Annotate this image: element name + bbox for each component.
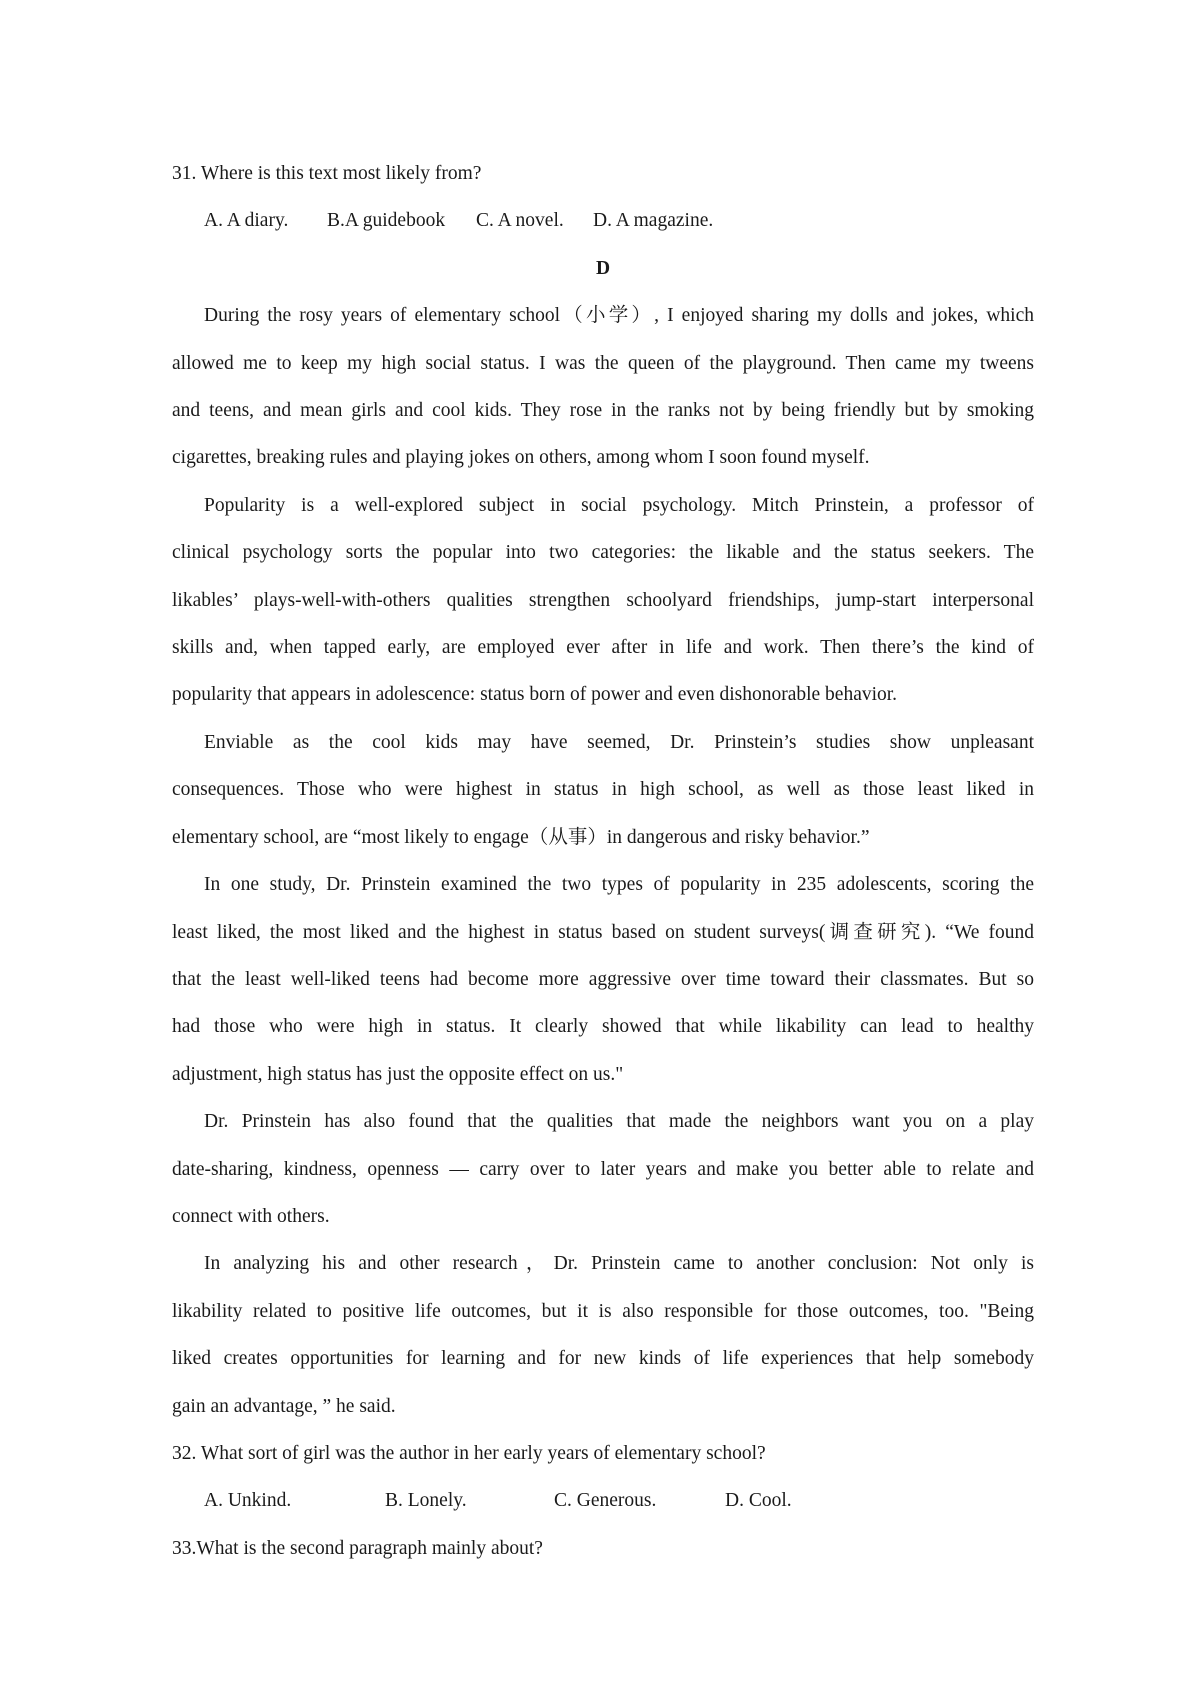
option-a: A. A diary.	[204, 210, 289, 232]
paragraph-line: likables’ plays-well-with-others qualities strengthen schoolyard friendships, jump-start interpersonal	[172, 589, 1034, 611]
paragraph-line: liked creates opportunities for learning and for new kinds of life experiences that help somebody	[172, 1348, 1034, 1370]
paragraph-line: least liked, the most liked and the highest in status based on student surveys(调查研究). “We found	[172, 921, 1034, 943]
paragraph-line: allowed me to keep my high social status. I was the queen of the playground. Then came my tweens	[172, 352, 1034, 374]
paragraph-line: and teens, and mean girls and cool kids. They rose in the ranks not by being friendly but by smoking	[172, 400, 1034, 422]
paragraph-line: In analyzing his and other research，Dr. Prinstein came to another conclusion: Not only is	[204, 1253, 1034, 1275]
question-31: 31. Where is this text most likely from?	[172, 163, 482, 184]
question-32-options	[172, 1477, 1034, 1524]
paragraph-line: cigarettes, breaking rules and playing jokes on others, among whom I soon found myself.	[172, 447, 870, 469]
paragraph-line: that the least well-liked teens had become more aggressive over time toward their classmates. But so	[172, 968, 1034, 990]
paragraph-line: clinical psychology sorts the popular into two categories: the likable and the status seekers. The	[172, 542, 1034, 564]
paragraph-4	[172, 861, 1034, 1098]
option-d: D. Cool.	[725, 1490, 792, 1512]
option-c: C. A novel.	[476, 210, 564, 232]
option-b: B. Lonely.	[385, 1490, 467, 1512]
document-page	[172, 150, 1034, 1572]
paragraph-line: date-sharing, kindness, openness — carry over to later years and make you better able to relate and	[172, 1158, 1034, 1180]
paragraph-1	[172, 292, 1034, 482]
option-a: A. Unkind.	[204, 1490, 292, 1512]
paragraph-line: had those who were high in status. It clearly showed that while likability can lead to healthy	[172, 1016, 1034, 1038]
paragraph-line: skills and, when tapped early, are employed ever after in life and work. Then there’s the kind of	[172, 637, 1034, 659]
paragraph-line: connect with others.	[172, 1205, 330, 1227]
paragraph-3	[172, 719, 1034, 861]
paragraph-6	[172, 1240, 1034, 1430]
question-33: 33.What is the second paragraph mainly about?	[172, 1537, 543, 1559]
option-b: B.A guidebook	[327, 210, 446, 232]
paragraph-2	[172, 482, 1034, 719]
paragraph-line: Popularity is a well-explored subject in social psychology. Mitch Prinstein, a professor of	[204, 494, 1034, 516]
paragraph-line: likability related to positive life outcomes, but it is also responsible for those outcomes, too. "Being	[172, 1300, 1034, 1322]
option-d: D. A magazine.	[593, 210, 714, 232]
question-32: 32. What sort of girl was the author in her early years of elementary school?	[172, 1442, 766, 1464]
paragraph-line: elementary school, are “most likely to engage（从事）in dangerous and risky behavior.”	[172, 826, 870, 848]
question-31-options	[172, 197, 1034, 244]
option-c: C. Generous.	[554, 1490, 657, 1512]
paragraph-line: adjustment, high status has just the opposite effect on us."	[172, 1063, 624, 1085]
section-heading: D	[595, 257, 611, 279]
paragraph-line: popularity that appears in adolescence: status born of power and even dishonorable behavior.	[172, 684, 898, 706]
paragraph-line: consequences. Those who were highest in status in high school, as well as those least liked in	[172, 779, 1034, 801]
paragraph-5	[172, 1098, 1034, 1240]
paragraph-line: During the rosy years of elementary school（小学）, I enjoyed sharing my dolls and jokes, which	[204, 305, 1034, 327]
paragraph-line: In one study, Dr. Prinstein examined the two types of popularity in 235 adolescents, scoring the	[204, 874, 1034, 896]
paragraph-line: Dr. Prinstein has also found that the qualities that made the neighbors want you on a play	[204, 1111, 1034, 1133]
paragraph-line: gain an advantage, ” he said.	[172, 1395, 396, 1417]
paragraph-line: Enviable as the cool kids may have seemed, Dr. Prinstein’s studies show unpleasant	[204, 731, 1034, 753]
